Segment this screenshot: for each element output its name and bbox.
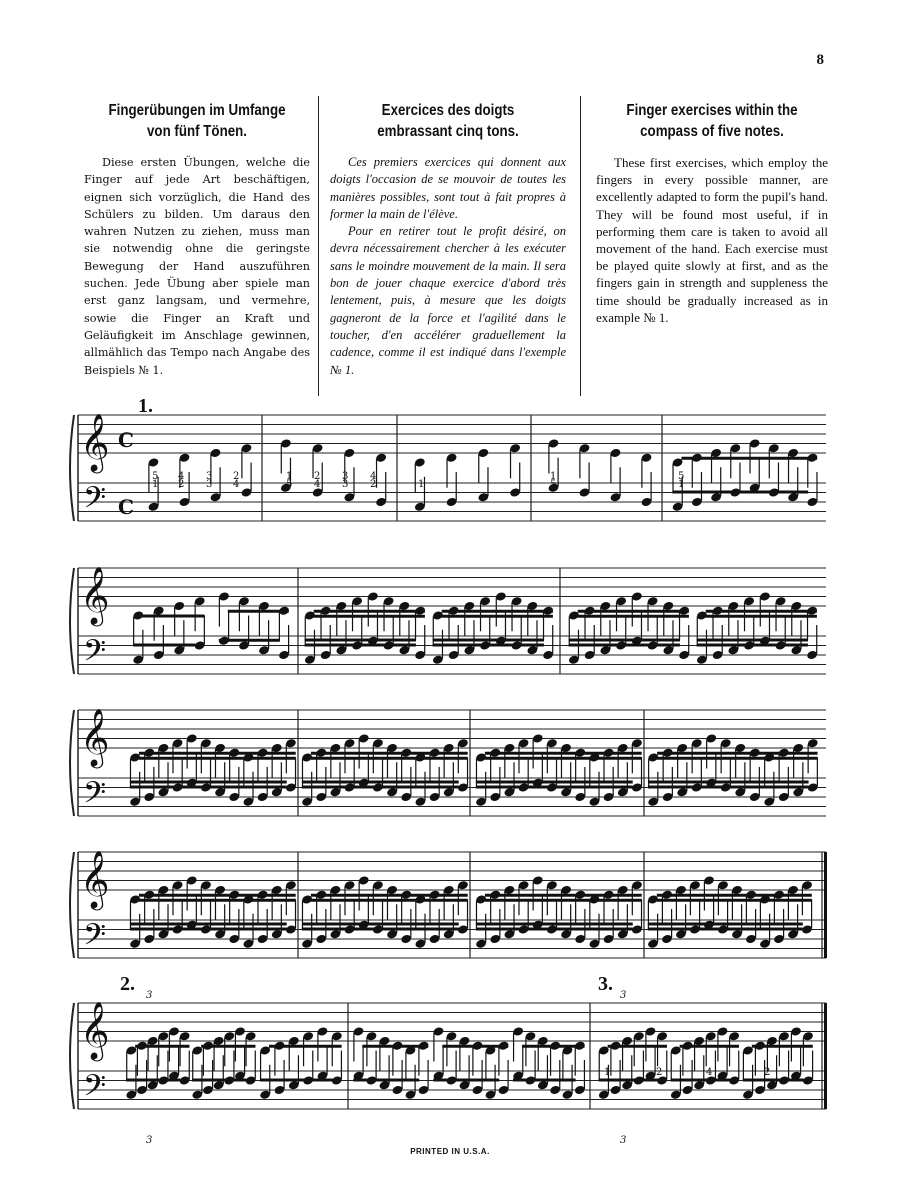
beam (672, 491, 808, 494)
treble-clef-icon: 𝄞 (80, 850, 110, 908)
beam (130, 786, 287, 789)
beam (311, 894, 468, 897)
english-paragraph: These first exercises, which employ the fingers in every possible manner, are excellently adapted to form the pupil's hand. They will be found most useful, if in performing them care is taken to avoid all movement of the hand. Each exercise must be played quite slowly at first, and as the fingers gain in strength and suppleness the time should be gradually increased as in example № 1. (596, 155, 828, 325)
brace (70, 852, 74, 958)
fingering-number: 4 (233, 479, 240, 490)
beam (130, 781, 287, 784)
treble-clef-icon: 𝄞 (80, 566, 110, 624)
final-barline-thick (824, 1003, 827, 1109)
beam (485, 899, 642, 902)
fingering-number: 5 (550, 479, 557, 490)
beam (657, 899, 812, 902)
french-paragraph: Pour en retirer tout le profit désiré, on devra nécessairement chercher à les exécuter sans le moindre mouvement de la main. Il sera bon de jouer chaque exercice d'abord très lentement, puis, à mesure que les doigts gagneront de la force et l'agilité dans le toucher, d'en accélérer graduellement la cadence, comme il est indiqué dans l'exemple № 1. (330, 224, 566, 377)
english-heading: Finger exercises within the compass of five notes. (626, 102, 798, 140)
beam (139, 752, 296, 755)
beam (433, 644, 544, 647)
fingering-number: 1 (550, 471, 557, 482)
beam (752, 1045, 813, 1048)
fingering-number: 5 (678, 471, 685, 482)
time-signature-treble: C (118, 428, 134, 452)
fingering-number: 1 (678, 479, 685, 490)
final-barline-thick (824, 852, 827, 958)
fingering-number: 1 (152, 479, 159, 490)
fingering-number: 1 (418, 479, 425, 490)
bass-clef-icon: 𝄢 (83, 1069, 107, 1111)
beam (578, 615, 689, 618)
beam (305, 639, 416, 642)
beam (706, 610, 817, 613)
beam (442, 615, 553, 618)
bass-clef-icon: 𝄢 (83, 634, 107, 676)
beam (697, 644, 808, 647)
beam (311, 899, 468, 902)
beam (305, 644, 416, 647)
fingering-number: 3 (206, 471, 213, 482)
fingering-number: 3 (342, 479, 349, 490)
fingering-number: 2 (233, 471, 240, 482)
fingering-number: 2 (178, 479, 185, 490)
brace (70, 568, 74, 674)
beam (476, 781, 633, 784)
bass-clef-icon: 𝄢 (83, 918, 107, 960)
beam (485, 752, 642, 755)
fingering-number: 2 (370, 479, 377, 490)
beam (219, 639, 280, 642)
brace (70, 710, 74, 816)
fingering-number: 2 (656, 1067, 663, 1078)
beam (681, 457, 817, 460)
beam (599, 1079, 658, 1082)
beam (648, 923, 803, 926)
fingering-number: 3 (342, 471, 349, 482)
beam (442, 610, 553, 613)
beam (142, 615, 205, 618)
beam (569, 639, 680, 642)
fingering-number: 3 (620, 1135, 627, 1146)
beam (201, 1045, 255, 1048)
fingering-number: 4 (314, 479, 321, 490)
beam (648, 786, 809, 789)
triplet-mark: 3 (146, 1135, 153, 1146)
beam (485, 757, 642, 760)
beam (697, 639, 808, 642)
beam (476, 786, 633, 789)
german-paragraph: Diese ersten Übungen, welche die Finger auf jede Art beschäftigen, eignen sich vorzüglich, die Hand des Schülers zu bilden. Um daraus den wahren Nutzen zu ziehen, muss man sie notwendig ohne die geringste Bewegung der Hand auszuführen suchen. Jede Übung aber spiele man erst ganz langsam, und vermehre, sowie die Finger an Kraft und Geläufigkeit im Anschlage gewinnen, allmählich das Tempo nach Angabe des Beispiels № 1. (84, 156, 310, 377)
exercise-number-3: 3. (598, 973, 613, 995)
beam (260, 1079, 333, 1082)
beam (476, 928, 633, 931)
beam (311, 757, 468, 760)
treble-clef-icon: 𝄞 (80, 708, 110, 766)
treble-clef-icon: 𝄞 (80, 413, 110, 471)
beam (680, 1045, 739, 1048)
bass-clef-icon: 𝄢 (83, 481, 107, 523)
exercise-number-1: 1. (138, 395, 153, 417)
fingering-number: 3 (206, 479, 213, 490)
beam (522, 1045, 585, 1048)
beam (314, 615, 425, 618)
beam (192, 1079, 246, 1082)
brace (70, 1003, 74, 1109)
german-heading: Fingerübungen im Umfange von fünf Tönen. (108, 102, 286, 140)
bass-clef-icon: 𝄢 (83, 776, 107, 818)
beam (657, 752, 818, 755)
page-number: 8 (816, 52, 824, 68)
beam (433, 1079, 499, 1082)
beam (485, 894, 642, 897)
beam (130, 923, 287, 926)
beam (126, 1079, 180, 1082)
beam (671, 1079, 730, 1082)
time-signature-bass: C (118, 495, 134, 519)
beam (608, 1045, 667, 1048)
beam (302, 781, 459, 784)
beam (133, 644, 196, 647)
beam (302, 928, 459, 931)
french-paragraph: Ces premiers exercices qui donnent aux doigts l'occasion de se mouvoir de toutes les manières possibles, sont tout à fait propres à former la main de l'élève. (330, 155, 566, 221)
treble-clef-icon: 𝄞 (80, 1001, 110, 1059)
fingering-number: 5 (152, 471, 159, 482)
beam (269, 1045, 342, 1048)
fingering-number: 1 (604, 1067, 611, 1078)
fingering-number: 1 (286, 471, 293, 482)
fingering-number: 4 (706, 1067, 713, 1078)
beam (513, 1079, 576, 1082)
triplet-mark: 3 (146, 990, 153, 1001)
beam (353, 1079, 419, 1082)
beam (657, 894, 812, 897)
french-heading: Exercices des doigts embrassant cinq tons. (377, 102, 519, 140)
printed-in-usa-footer: PRINTED IN U.S.A. (410, 1147, 490, 1156)
beam (706, 615, 817, 618)
beam (657, 757, 818, 760)
beam (139, 894, 296, 897)
beam (362, 1045, 428, 1048)
beam (743, 1079, 804, 1082)
beam (302, 786, 459, 789)
beam (314, 610, 425, 613)
beam (648, 781, 809, 784)
fingering-number: 2 (764, 1067, 771, 1078)
fingering-number: 3 (620, 990, 627, 1001)
fingering-number: 4 (178, 471, 185, 482)
beam (578, 610, 689, 613)
beam (476, 923, 633, 926)
beam (433, 639, 544, 642)
beam (442, 1045, 508, 1048)
beam (648, 928, 803, 931)
fingering-number: 4 (370, 471, 377, 482)
brace (70, 415, 74, 521)
beam (569, 644, 680, 647)
beam (311, 752, 468, 755)
beam (139, 899, 296, 902)
fingering-number: 2 (314, 471, 321, 482)
fingering-number: 5 (286, 479, 293, 490)
beam (135, 1045, 189, 1048)
beam (139, 757, 296, 760)
beam (228, 610, 289, 613)
exercise-number-2: 2. (120, 973, 135, 995)
beam (130, 928, 287, 931)
beam (302, 923, 459, 926)
